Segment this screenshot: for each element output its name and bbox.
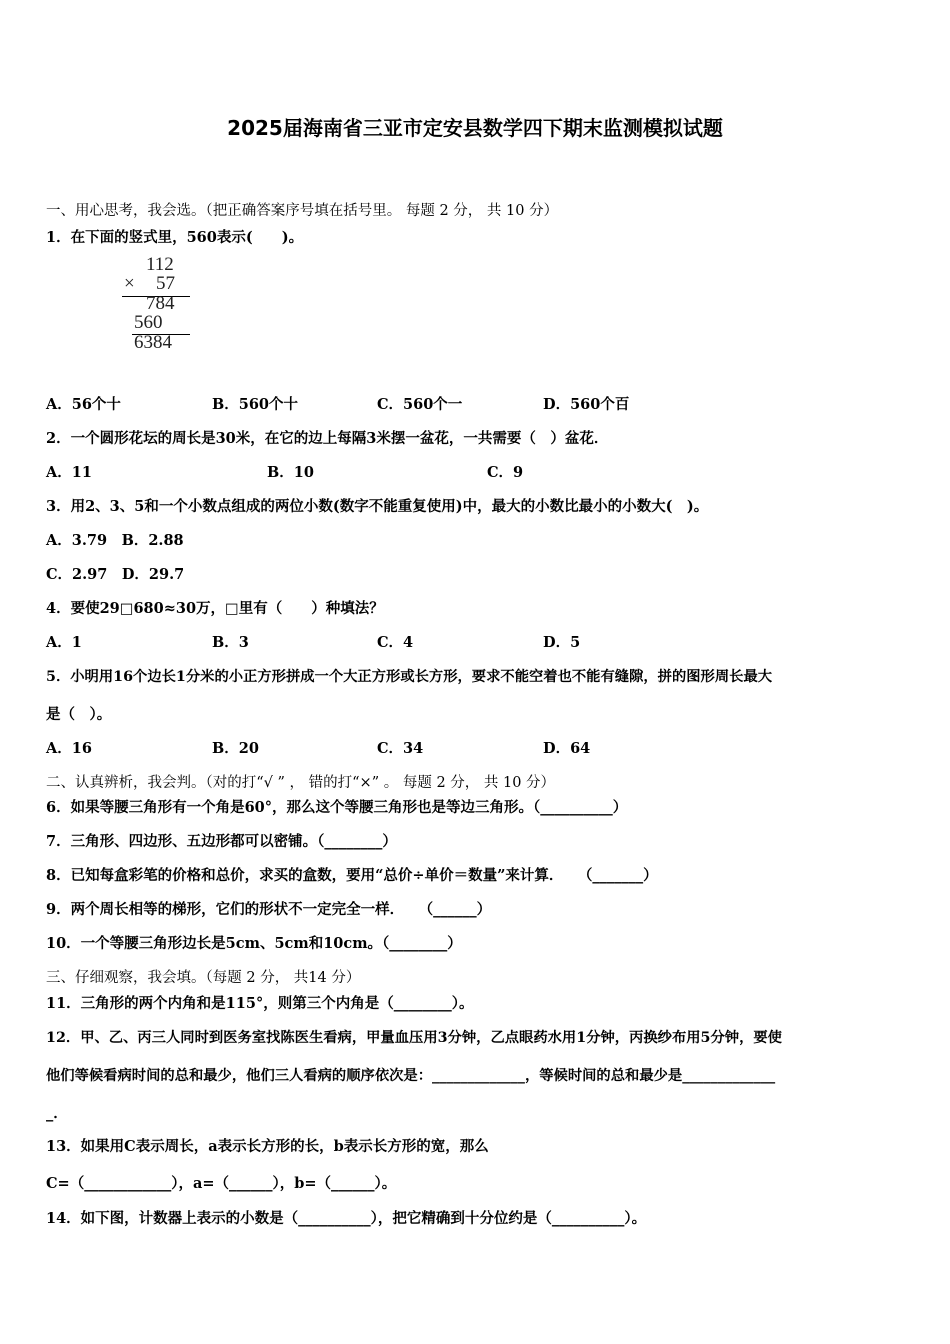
q4-option-c: C．4 (377, 634, 414, 651)
question-12-line-1: 12．甲、乙、丙三人同时到医务室找陈医生看病，甲量血压用3分钟，乙点眼药水用1分钟，丙换纱布用5分钟，要使 (46, 1030, 782, 1046)
question-7: 7．三角形、四边形、五边形都可以密铺。（________） (46, 833, 397, 850)
calc-operator: × (124, 273, 135, 294)
calc-partial-1: 784 (146, 293, 175, 314)
q4-option-d: D．5 (543, 634, 581, 651)
question-5-line-1: 5．小明用16个边长1分米的小正方形拼成一个大正方形或长方形，要求不能空着也不能有缝隙，拼的图形周长最大 (46, 669, 773, 685)
q3-options-cd: C．2.97 D．29.7 (46, 566, 185, 583)
q1-option-a: A．56个十 (46, 396, 121, 413)
q5-option-b: B．20 (212, 740, 259, 757)
question-6: 6．如果等腰三角形有一个角是60°，那么这个等腰三角形也是等边三角形。（__________） (46, 799, 628, 816)
calc-multiplicand: 112 (146, 254, 174, 275)
q2-option-b: B．10 (267, 464, 314, 481)
question-14: 14．如下图，计数器上表示的小数是（__________），把它精确到十分位约是（__________）。 (46, 1210, 647, 1227)
q1-option-d: D．560个百 (543, 396, 630, 413)
q5-option-d: D．64 (543, 740, 591, 757)
vertical-multiplication (118, 256, 198, 356)
section-3-heading: 三、仔细观察，我会填。（每题 2 分， 共14 分） (46, 970, 361, 986)
question-11: 11．三角形的两个内角和是115°，则第三个内角是（________）。 (46, 995, 474, 1012)
calc-partial-2: 560 (134, 312, 163, 333)
q5-option-a: A．16 (46, 740, 92, 757)
q2-option-c: C．9 (487, 464, 524, 481)
section-1-heading: 一、用心思考，我会选。（把正确答案序号填在括号里。 每题 2 分， 共 10 分） (46, 203, 559, 219)
question-9: 9．两个周长相等的梯形，它们的形状不一定完全一样． （______） (46, 901, 492, 918)
page-title: 2025届海南省三亚市定安县数学四下期末监测模拟试题 (227, 116, 723, 140)
q1-option-c: C．560个一 (377, 396, 463, 413)
q3-options-ab: A．3.79 B．2.88 (46, 532, 184, 549)
q2-option-a: A．11 (46, 464, 92, 481)
question-8: 8．已知每盒彩笔的价格和总价，求买的盒数，要用“总价÷单价＝数量”来计算． （_______） (46, 867, 658, 884)
q4-option-a: A．1 (46, 634, 82, 651)
question-4: 4．要使29□680≈30万，□里有（ ）种填法？ (46, 600, 384, 617)
question-13-line-1: 13．如果用C表示周长，a表示长方形的长，b表示长方形的宽，那么 (46, 1138, 489, 1155)
question-5-line-2: 是（ ）。 (46, 706, 112, 723)
section-2-heading: 二、认真辨析，我会判。（对的打“√ ” ， 错的打“×” 。 每题 2 分， 共 10 分） (46, 775, 556, 791)
q1-option-b: B．560个十 (212, 396, 299, 413)
question-10: 10．一个等腰三角形边长是5cm、5cm和10cm。（________） (46, 935, 462, 952)
calc-total: 6384 (134, 332, 172, 353)
question-3: 3．用2、3、5和一个小数点组成的两位小数(数字不能重复使用)中，最大的小数比最小的小数大( )。 (46, 498, 709, 515)
calc-multiplier: 57 (156, 273, 175, 294)
question-12-line-3: _． (46, 1105, 68, 1122)
q5-option-c: C．34 (377, 740, 424, 757)
question-12-line-2: 他们等候看病时间的总和最少，他们三人看病的顺序依次是：_____________，等候时间的总和最少是_____________ (46, 1068, 776, 1084)
question-13-line-2: C=（____________），a=（______），b=（______）。 (46, 1175, 397, 1192)
question-1: 1．在下面的竖式里，560表示( )。 (46, 229, 304, 246)
q4-option-b: B．3 (212, 634, 249, 651)
question-2: 2．一个圆形花坛的周长是30米，在它的边上每隔3米摆一盆花，一共需要（ ）盆花． (46, 430, 609, 447)
